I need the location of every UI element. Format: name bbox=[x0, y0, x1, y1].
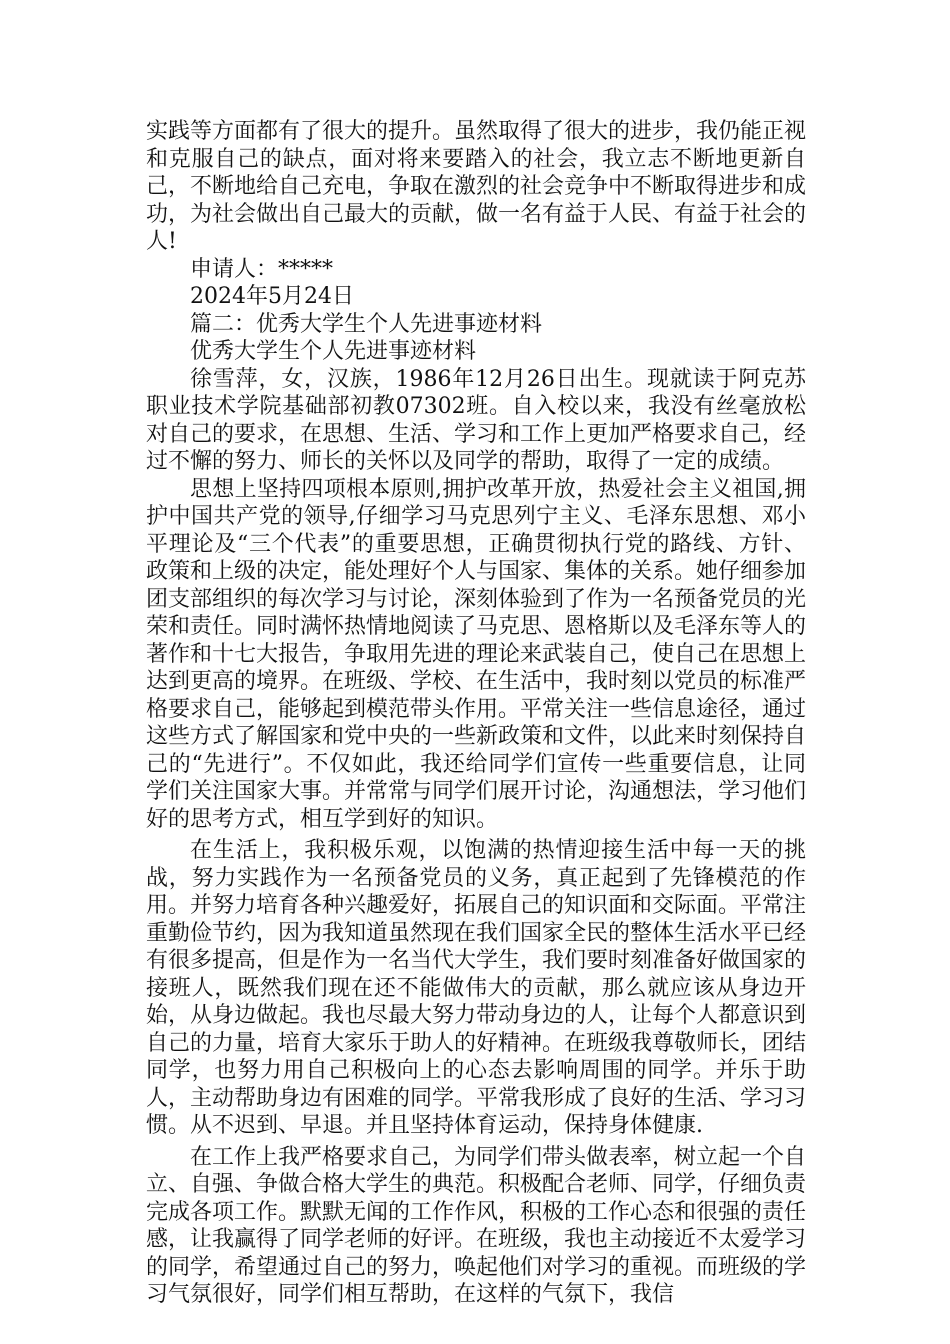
paragraph-life: 在生活上，我积极乐观，以饱满的热情迎接生活中每一天的挑战，努力实践作为一名预备党员的义务，真正起到了先锋模范的作用。并努力培育各种兴趣爱好，拓展自己的知识面和交际面。平常注重勤俭节约，因为我知道虽然现在我们国家全民的整体生活水平已经有很多提高，但是作为一名当代大学生，我们要时刻准备好做国家的接班人，既然我们现在还不能做伟大的贡献，那么就应该从身边开始，从身边做起。我也尽最大努力带动身边的人，让每个人都意识到自己的力量，培育大家乐于助人的好精神。在班级我尊敬师长，团结同学，也努力用自己积极向上的心态去影响周围的同学。并乐于助人，主动帮助身边有困难的同学。平常我形成了良好的生活、学习习惯。从不迟到、早退。并且坚持体育运动，保持身体健康. bbox=[146, 838, 807, 1138]
date-line: 2024年5月24日 bbox=[190, 284, 354, 309]
applicant-line: 申请人：***** bbox=[190, 256, 334, 282]
document-title: 优秀大学生个人先进事迹材料 bbox=[190, 339, 477, 364]
paragraph-conclusion: 实践等方面都有了很大的提升。虽然取得了很大的进步，我仍能正视和克服自己的缺点，面对将来要踏入的社会，我立志不断地更新自己，不断地给自己充电，争取在激烈的社会竞争中不断取得进步和成功，为社会做出自己最大的贡献，做一名有益于人民、有益于社会的人! bbox=[146, 119, 807, 254]
paragraph-intro: 徐雪萍，女，汉族，1986年12月26日出生。现就读于阿克苏职业技术学院基础部初教07302班。自入校以来，我没有丝毫放松对自己的要求，在思想、生活、学习和工作上更加严格要求自己，经过不懈的努力、师长的关怀以及同学的帮助，取得了一定的成绩。 bbox=[146, 366, 807, 474]
paragraph-work: 在工作上我严格要求自己，为同学们带头做表率，树立起一个自立、自强、争做合格大学生的典范。积极配合老师、同学，仔细负责完成各项工作。默默无闻的工作作风，积极的工作心态和很强的责任感，让我赢得了同学老师的好评。在班级，我也主动接近不太爱学习的同学，希望通过自己的努力，唤起他们对学习的重视。而班级的学习气氛很好，同学们相互帮助，在这样的气氛下，我信 bbox=[146, 1144, 807, 1307]
section-heading: 篇二：优秀大学生个人先进事迹材料 bbox=[190, 311, 543, 337]
paragraph-ideology: 思想上坚持四项根本原则,拥护改革开放，热爱社会主义祖国,拥护中国共产党的领导,仔细学习马克思列宁主义、毛泽东思想、邓小平理论及“三个代表”的重要思想，正确贯彻执行党的路线、方针、政策和上级的决定，能处理好个人与国家、集体的关系。她仔细参加团支部组织的每次学习与讨论，深刻体验到了作为一名预备党员的光荣和责任。同时满怀热情地阅读了马克思、恩格斯以及毛泽东等人的著作和十七大报告，争取用先进的理论来武装自己，使自己在思想上达到更高的境界。在班级、学校、在生活中，我时刻以党员的标准严格要求自己，能够起到模范带头作用。平常关注一些信息途径，通过这些方式了解国家和党中央的一些新政策和文件，以此来时刻保持自己的“先进行”。不仅如此，我还给同学们宣传一些重要信息，让同学们关注国家大事。并常常与同学们展开讨论，沟通想法，学习他们好的思考方式，相互学到好的知识。 bbox=[146, 476, 807, 832]
document-page bbox=[146, 118, 806, 1309]
